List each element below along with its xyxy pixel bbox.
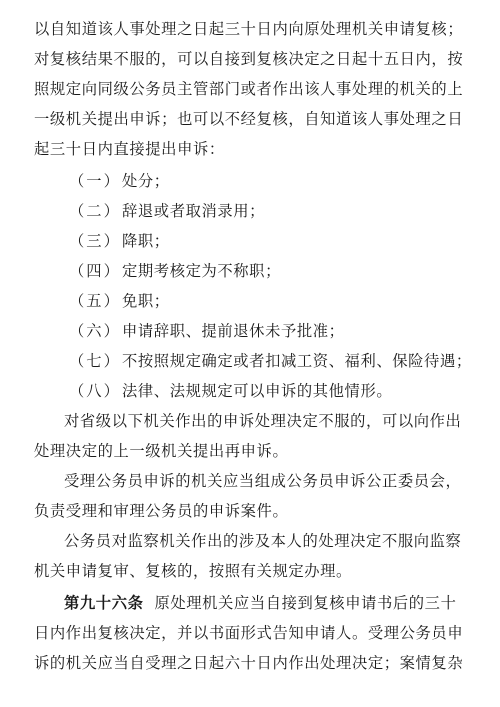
- list-item: [69, 291, 479, 311]
- text-line: 起三十日内直接提出申诉：: [34, 140, 225, 158]
- list-item-text: 申请辞职、提前退休未予批准；: [122, 322, 345, 340]
- list-item-number: （五）: [69, 292, 121, 310]
- list-item: [69, 231, 479, 251]
- list-item-number: （二）: [69, 202, 121, 220]
- list-item-number: （七）: [69, 352, 121, 370]
- list-item: [69, 261, 479, 281]
- text-line: 诉的机关应当自受理之日起六十日内作出处理决定；案情复杂: [34, 654, 464, 672]
- text-line: 机关申请复审、复核的，按照有关规定办理。: [34, 562, 352, 580]
- list-item-number: （六）: [69, 322, 121, 340]
- list-item-number: （四）: [69, 262, 121, 280]
- article-text: 原处理机关应当自接到复核申请书后的三十: [154, 594, 457, 612]
- list-item: [69, 171, 479, 191]
- list-item-text: 定期考核定为不称职；: [122, 262, 281, 280]
- list-item-text: 处分；: [122, 172, 170, 190]
- list-item-text: 免职；: [122, 292, 170, 310]
- text-line: 一级机关提出申诉；也可以不经复核，自知道该人事处理之日: [34, 110, 464, 128]
- list-item-text: 辞退或者取消录用；: [122, 202, 266, 220]
- list-item-number: （三）: [69, 232, 121, 250]
- text-line: 照规定向同级公务员主管部门或者作出该人事处理的机关的上: [34, 80, 464, 98]
- text-line: 以自知道该人事处理之日起三十日内向原处理机关申请复核；: [34, 20, 464, 38]
- list-item: [69, 381, 479, 401]
- text-line: 处理决定的上一级机关提出再申诉。: [34, 442, 289, 460]
- list-item-text: 法律、法规规定可以申诉的其他情形。: [122, 382, 393, 400]
- list-item-number: （八）: [69, 382, 121, 400]
- article-heading: 第九十六条: [64, 594, 144, 612]
- list-item: [69, 201, 479, 221]
- text-line: 日内作出复核决定，并以书面形式告知申请人。受理公务员申: [34, 624, 464, 642]
- list-item: [69, 351, 479, 371]
- text-line: 负责受理和审理公务员的申诉案件。: [34, 502, 289, 520]
- list-item-number: （一）: [69, 172, 121, 190]
- list-item: [69, 321, 479, 341]
- list-item-text: 降职；: [122, 232, 170, 250]
- text-line: 对省级以下机关作出的申诉处理决定不服的，可以向作出: [64, 412, 462, 430]
- article-96-first-line: [64, 593, 470, 613]
- list-item-text: 不按照规定确定或者扣减工资、福利、保险待遇；: [122, 352, 472, 370]
- text-line: 公务员对监察机关作出的涉及本人的处理决定不服向监察: [64, 532, 462, 550]
- text-line: 对复核结果不服的，可以自接到复核决定之日起十五日内，按: [34, 50, 464, 68]
- text-line: 受理公务员申诉的机关应当组成公务员申诉公正委员会，: [64, 472, 462, 490]
